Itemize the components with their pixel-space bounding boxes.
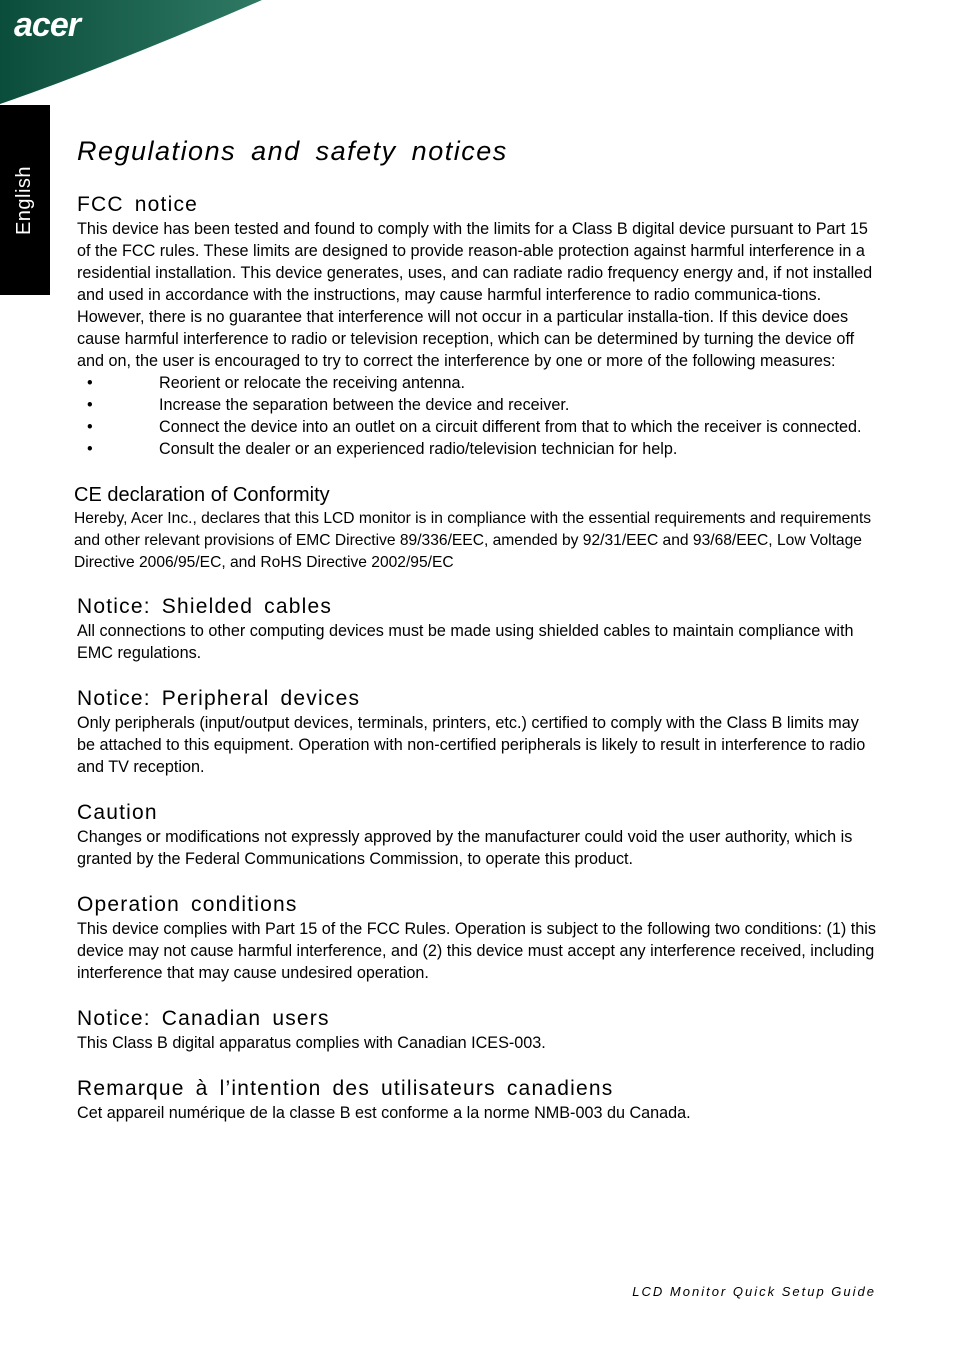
canadian-users-heading: Notice: Canadian users <box>77 1007 330 1030</box>
remarque-paragraph: Cet appareil numérique de la classe B est conforme a la norme NMB-003 du Canada. <box>77 1104 691 1122</box>
bullet-icon: • <box>87 440 93 458</box>
shielded-cables-heading: Notice: Shielded cables <box>77 595 333 618</box>
caution-section <box>77 800 877 870</box>
fcc-heading: FCC notice <box>77 193 199 216</box>
fcc-section <box>77 192 877 460</box>
ce-heading: CE declaration of Conformity <box>74 484 330 506</box>
operation-conditions-heading: Operation conditions <box>77 893 298 916</box>
shielded-cables-section <box>77 594 877 664</box>
fcc-measures-list <box>77 372 877 460</box>
page-title: Regulations and safety notices <box>77 136 508 166</box>
bullet-icon: • <box>87 374 93 392</box>
list-item-text: Increase the separation between the device and receiver. <box>159 396 570 414</box>
remarque-heading: Remarque à l’intention des utilisateurs canadiens <box>77 1077 614 1100</box>
operation-conditions-section <box>77 892 877 984</box>
ce-section <box>74 482 877 574</box>
language-tab-label-wrap <box>0 105 50 295</box>
list-item-text: Reorient or relocate the receiving antenna. <box>159 374 465 392</box>
peripheral-devices-section <box>77 686 877 778</box>
canadian-users-section <box>77 1006 877 1054</box>
shielded-cables-paragraph: All connections to other computing devices must be made using shielded cables to maintain compliance with EMC regulations. <box>77 622 854 662</box>
list-item <box>77 394 877 416</box>
caution-heading: Caution <box>77 801 158 824</box>
bullet-icon: • <box>87 396 93 414</box>
operation-conditions-paragraph: This device complies with Part 15 of the FCC Rules. Operation is subject to the following two conditions: (1) this device may not cause harmful interference, and (2) this device must accept any interference received, including interference that may cause undesired operation. <box>77 920 876 982</box>
ce-paragraph: Hereby, Acer Inc., declares that this LCD monitor is in compliance with the essential requirements and requirements and other relevant provisions of EMC Directive 89/336/EEC, amended by 92/31/EEC and 93/68/EEC, Low Voltage Directive 2006/95/EC, and RoHS Directive 2002/95/EC <box>74 510 872 571</box>
peripheral-devices-paragraph: Only peripherals (input/output devices, terminals, printers, etc.) certified to comply with the Class B limits may be attached to this equipment. Operation with non-certified peripherals is likely to result in interference to radio and TV reception. <box>77 714 866 776</box>
canadian-users-paragraph: This Class B digital apparatus complies with Canadian ICES-003. <box>77 1034 546 1052</box>
fcc-paragraph-1: This device has been tested and found to comply with the limits for a Class B digital device pursuant to Part 15 of the FCC rules. These limits are designed to provide reason-able protection against harmful interference in a residential installation. This device generates, uses, and can radiate radio frequency energy and, if not installed and used in accordance with the instructions, may cause harmful interference to radio communica-tions. <box>77 220 873 304</box>
remarque-section <box>77 1076 877 1124</box>
language-tab-label: English <box>13 165 36 235</box>
list-item-text: Connect the device into an outlet on a circuit different from that to which the receiver is connected. <box>159 418 862 436</box>
list-item-text: Consult the dealer or an experienced radio/television technician for help. <box>159 440 678 458</box>
bullet-icon: • <box>87 418 93 436</box>
fcc-paragraph-2: However, there is no guarantee that interference will not occur in a particular installa-tion. If this device does cause harmful interference to radio or television reception, which can be determined by turning the device off and on, the user is encouraged to try to correct the interference by one or more of the following measures: <box>77 308 855 370</box>
caution-paragraph: Changes or modifications not expressly approved by the manufacturer could void the user authority, which is granted by the Federal Communications Commission, to operate this product. <box>77 828 853 868</box>
footer-guide-title: LCD Monitor Quick Setup Guide <box>632 1284 876 1299</box>
list-item <box>77 438 877 460</box>
main-content <box>74 132 877 1146</box>
list-item <box>77 416 877 438</box>
list-item <box>77 372 877 394</box>
header-banner <box>0 0 954 120</box>
peripheral-devices-heading: Notice: Peripheral devices <box>77 687 361 710</box>
acer-logo: acer <box>14 6 80 44</box>
